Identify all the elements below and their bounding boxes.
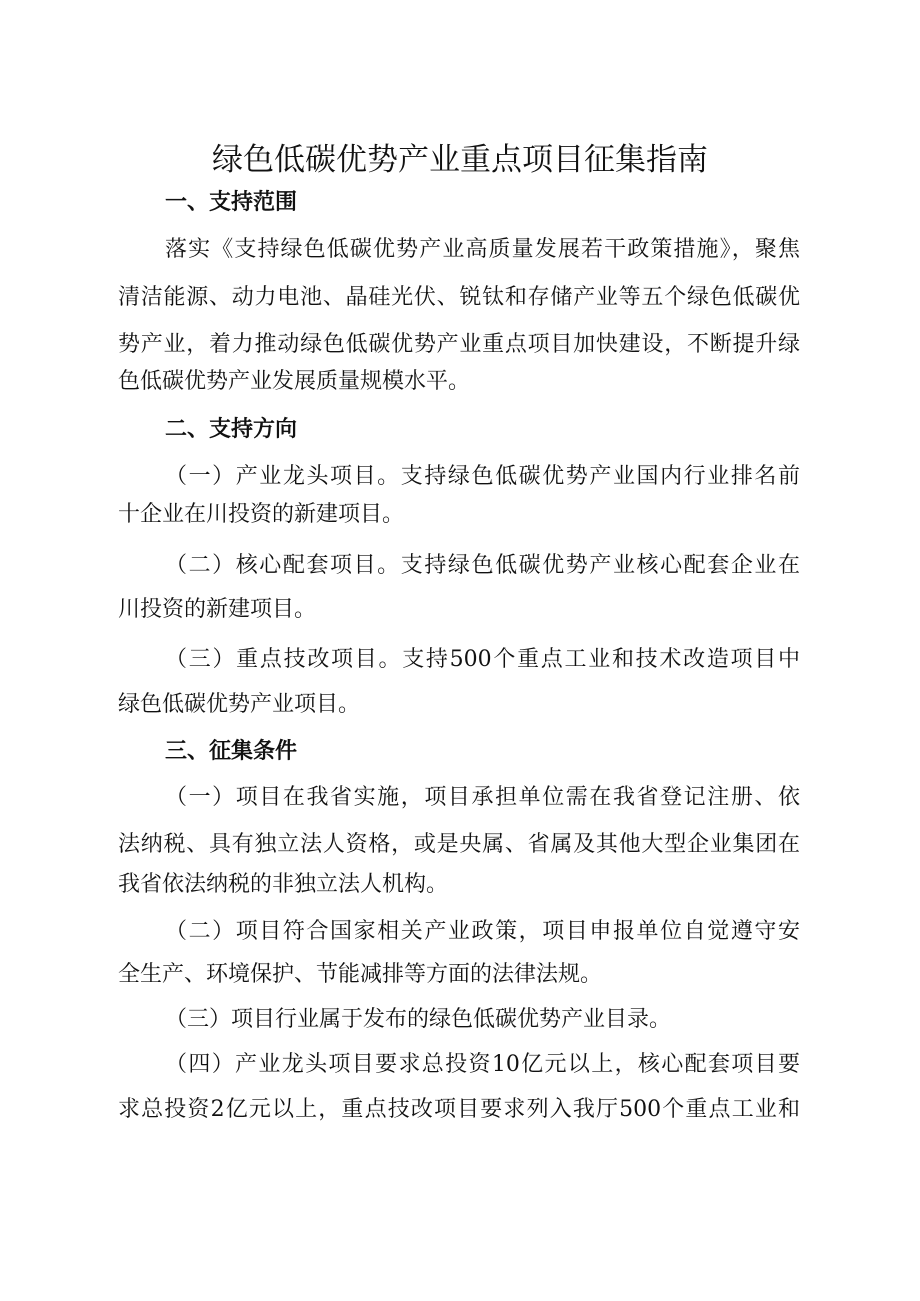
paragraph-line: 绿色低碳优势产业项目。 xyxy=(118,692,361,717)
paragraph-line: 川投资的新建项目。 xyxy=(118,597,317,622)
paragraph-line: （四）产业龙头项目要求总投资10亿元以上，核心配套项目要 xyxy=(165,1052,800,1077)
paragraph-line: （二）项目符合国家相关产业政策，项目申报单位自觉遵守安 xyxy=(165,919,800,944)
paragraph-line: （一）产业龙头项目。支持绿色低碳优势产业国内行业排名前 xyxy=(165,464,800,489)
document-title: 绿色低碳优势产业重点项目征集指南 xyxy=(212,142,708,178)
paragraph-line: 色低碳优势产业发展质量规模水平。 xyxy=(118,369,471,394)
paragraph-line: 势产业，着力推动绿色低碳优势产业重点项目加快建设，不断提升绿 xyxy=(118,332,800,357)
paragraph-line: （三）重点技改项目。支持500个重点工业和技术改造项目中 xyxy=(165,647,800,672)
paragraph-line: （三）项目行业属于发布的绿色低碳优势产业目录。 xyxy=(165,1007,672,1032)
paragraph-line: 求总投资2亿元以上，重点技改项目要求列入我厅500个重点工业和 xyxy=(118,1097,800,1122)
paragraph-line: （二）核心配套项目。支持绿色低碳优势产业核心配套企业在 xyxy=(165,553,800,578)
paragraph-line: 法纳税、具有独立法人资格，或是央属、省属及其他大型企业集团在 xyxy=(118,832,800,857)
section-heading: 一、支持范围 xyxy=(165,190,298,215)
paragraph-line: 我省依法纳税的非独立法人机构。 xyxy=(118,872,449,897)
paragraph-line: 落实《支持绿色低碳优势产业高质量发展若干政策措施》，聚焦 xyxy=(165,237,800,262)
paragraph-line: （一）项目在我省实施，项目承担单位需在我省登记注册、依 xyxy=(165,785,800,810)
paragraph-line: 清洁能源、动力电池、晶硅光伏、锐钛和存储产业等五个绿色低碳优 xyxy=(118,285,800,310)
section-heading: 三、征集条件 xyxy=(165,739,298,764)
section-heading: 二、支持方向 xyxy=(165,417,298,442)
paragraph-line: 全生产、环境保护、节能减排等方面的法律法规。 xyxy=(118,962,603,987)
paragraph-line: 十企业在川投资的新建项目。 xyxy=(118,502,405,527)
